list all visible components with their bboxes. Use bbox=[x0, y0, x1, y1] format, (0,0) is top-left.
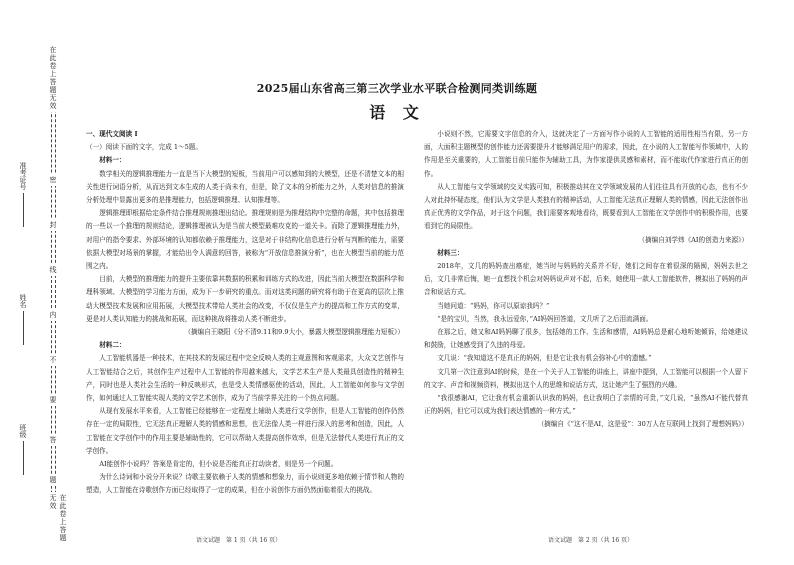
paragraph: 数学相关的逻辑推理能力一直是当下大模型的短板，当前用户可以感知到的大模型，还是不清楚文本的相关性进行词语分析，从而达到文本生成的人类于尚未有，但是，除了文本的分析能力之外，人类对信息的推演分析处理中显露出更多的是推理能力，包括逻辑推理、认知推理等。 bbox=[86, 169, 404, 205]
seal-char-4: 内 bbox=[49, 311, 57, 319]
paragraph: 目前，大模型的推理能力的提升主要依靠其数据的积累和训练方式的改进，因此当前大模型在数据科学和理科领域、大模型的学习能力方面，成为下一步研究的重点。而对这类问题的研究将有助于在更高的层次上推动大模型技术发展和应用拓展，大模型技术带给人类社会的改变，不仅仅是生产力的提高和工作方式的变革，更是对人类认知能力的挑战和拓展，而这种挑战将推动人类不断进步。 bbox=[86, 275, 404, 323]
page-footer-right: 语文试题 第 2 页（共 16 页） bbox=[548, 537, 634, 544]
material-2-label: 材料二： bbox=[99, 341, 126, 350]
seal-char-5: 不 bbox=[49, 356, 57, 364]
left-column bbox=[86, 128, 404, 524]
class-label: 班级 bbox=[19, 424, 27, 438]
paragraph: 文几说：“我知道这不是真正的妈妈，但是它让我有机会弥补心中的遗憾。” bbox=[437, 354, 652, 363]
section-heading: 一、现代文阅读 Ⅰ bbox=[86, 130, 138, 138]
right-column bbox=[424, 128, 748, 524]
exam-title: 2025届山东省高三第三次学业水平联合检测同类训练题 bbox=[256, 82, 538, 95]
candidate-number-label: 准考证号 bbox=[19, 162, 27, 190]
source-citation: （摘编自《“这不是AI，这是爱”：30万人在互联网上找到了理想妈妈》） bbox=[537, 420, 748, 429]
paragraph: “我很感谢AI，它让我有机会重新认识我的妈妈，也让我明白了亲情的可贵，”文几说，“虽然AI不能代替真正的妈妈，但它可以成为我们表达情感的一种方式。” bbox=[424, 394, 748, 416]
paragraph: 2018年，文几的妈妈查出癌症，她当时与妈妈的关系并不好，她们之间存在着很深的隔阂，妈妈去世之后，文几非常后悔，她一直想找个机会对妈妈说声对不起，后来，她使用一款人工智能软件，模拟出了妈妈的声音和说话方式。 bbox=[424, 262, 748, 297]
seal-char-3: 线 bbox=[49, 266, 57, 274]
paragraph: “是的宝贝，当然，我永远爱你，”AI妈妈回答道，文几听了之后泪流满面。 bbox=[437, 314, 653, 323]
seal-char-1: 密 bbox=[49, 176, 57, 184]
binding-warning-bottom: 在此卷上答题无效 bbox=[49, 494, 67, 542]
subject-title: 语 文 bbox=[369, 103, 425, 122]
paragraph: 从人工智能与文学领域的交叉实践可知，积极推动其在文学领域发展的人们往往具有开放的心态，也有不少人对此持怀疑态度，他们认为文学是人类独有的精神活动，人工智能无法真正理解人类的情感，因此无法创作出真正优秀的文学作品，对于这个问题，我们需要客观地看待，既要看到人工智能在文学创作中的积极作用，也要看到它的局限性。 bbox=[424, 182, 748, 231]
paragraph: 文几第一次注意到AI的时候，是在一个关于人工智能的讲座上，讲座中提到，人工智能可以根据一个人留下的文字、声音和视频资料，模拟出这个人的思维和说话方式，这让她产生了强烈的兴趣。 bbox=[424, 367, 748, 389]
material-3-label: 材料三： bbox=[437, 248, 464, 257]
seal-char-2: 封 bbox=[49, 221, 57, 229]
instruction: （一）阅读下面的文字，完成 1～5题。 bbox=[86, 143, 202, 152]
name-field bbox=[18, 294, 28, 345]
paragraph: 从现有发展水平来看，人工智能已经能够在一定程度上辅助人类进行文学创作，但是人工智能的创作仍然存在一定的局限性，它无法真正理解人类的情感和思想，也无法像人类一样进行深入的思考和创造，因此，人工智能在文学创作中的作用主要是辅助性的，它可以帮助人类提高创作效率，但是无法替代人类进行真正的文学创作。 bbox=[86, 407, 404, 455]
candidate-number-field bbox=[18, 162, 28, 227]
seal-char-7: 答 bbox=[49, 436, 57, 444]
name-label: 姓名 bbox=[19, 294, 27, 308]
source-citation: （摘编自王晓阳《分不清9.11和9.9大小，暴露大模型逻辑推理能力短板》） bbox=[184, 328, 404, 337]
seal-char-8: 题 bbox=[49, 476, 57, 484]
source-citation: （摘编自刘学炜《AI的创造力来源》） bbox=[638, 235, 748, 244]
paragraph: 逻辑推理即根据给定条件结合推理规则推理出结论。推理规则是为推理结构中完整的命题，其中包括推理的一些以一个推理的规则结论，逻辑推理被认为是当前大模型最难攻克的一道关卡。而除了逻辑推理能力外，对用户的指令要求、外部环境的认知都依赖于推理能力，这是对于非结构化信息进行分析与判断的能力，需要依据大模型对场景的掌握，才能给出令人满意的回答，被称为“开放信息推演分析”，也在大模型当前的能力范围之内。 bbox=[86, 209, 404, 271]
class-field bbox=[18, 424, 28, 475]
paragraph: 当她问道：“妈妈，你可以原谅我吗？” bbox=[437, 301, 550, 310]
paragraph: AI能创作小说吗？答案是肯定的，但小说是否能真正打动读者，则是另一个问题。 bbox=[99, 460, 338, 469]
paragraph: 人工智能机器是一种技术，在其技术的发展过程中完全反映人类的主观意图和客观需求，大众文艺创作与人工智能结合之后，其创作生产过程中人工智能的作用越来越大，文学艺术生产是人类最具创造性的精神生产，同时也是人类社会生活的一种反映形式，也是受人类情感驱使的活动，因此，人工智能如何参与文学创作，如何通过人工智能实现人类的文学艺术创作，成为了当前学界关注的一个热点问题。 bbox=[86, 354, 404, 403]
paragraph: 小说则不然，它需要文字信息的介入，这就决定了一方面写作小说的人工智能的适用性相当有限，另一方面，大面积主题模型的创作能力还需要提升才能够满足用户的需求，因此，在小说的人工智能写作领域中，人的作用是至关重要的，人工智能目前只能作为辅助工具，为作家提供灵感和素材，而不能取代作家进行真正的创作。 bbox=[424, 130, 748, 178]
seal-char-6: 要 bbox=[49, 396, 57, 404]
paragraph: 为什么诗词和小说分开来说？诗歌主要依赖于人类的情感和想象力，而小说则更多地依赖于情节和人物的塑造，人工智能在诗歌创作方面已经取得了一定的成果，但在小说创作方面仍然面临着很大的挑战。 bbox=[86, 473, 404, 495]
page-footer-left: 语文试题 第 1 页（共 16 页） bbox=[196, 537, 282, 544]
material-1-label: 材料一： bbox=[99, 156, 126, 165]
binding-warning-top: 在此卷上答题无效 bbox=[49, 46, 57, 110]
paragraph: 在那之后，她又和AI妈妈聊了很多，包括她的工作、生活和感情，AI妈妈总是耐心地听她倾诉，给她建议和鼓励，让她感受到了久违的母爱。 bbox=[424, 328, 748, 350]
